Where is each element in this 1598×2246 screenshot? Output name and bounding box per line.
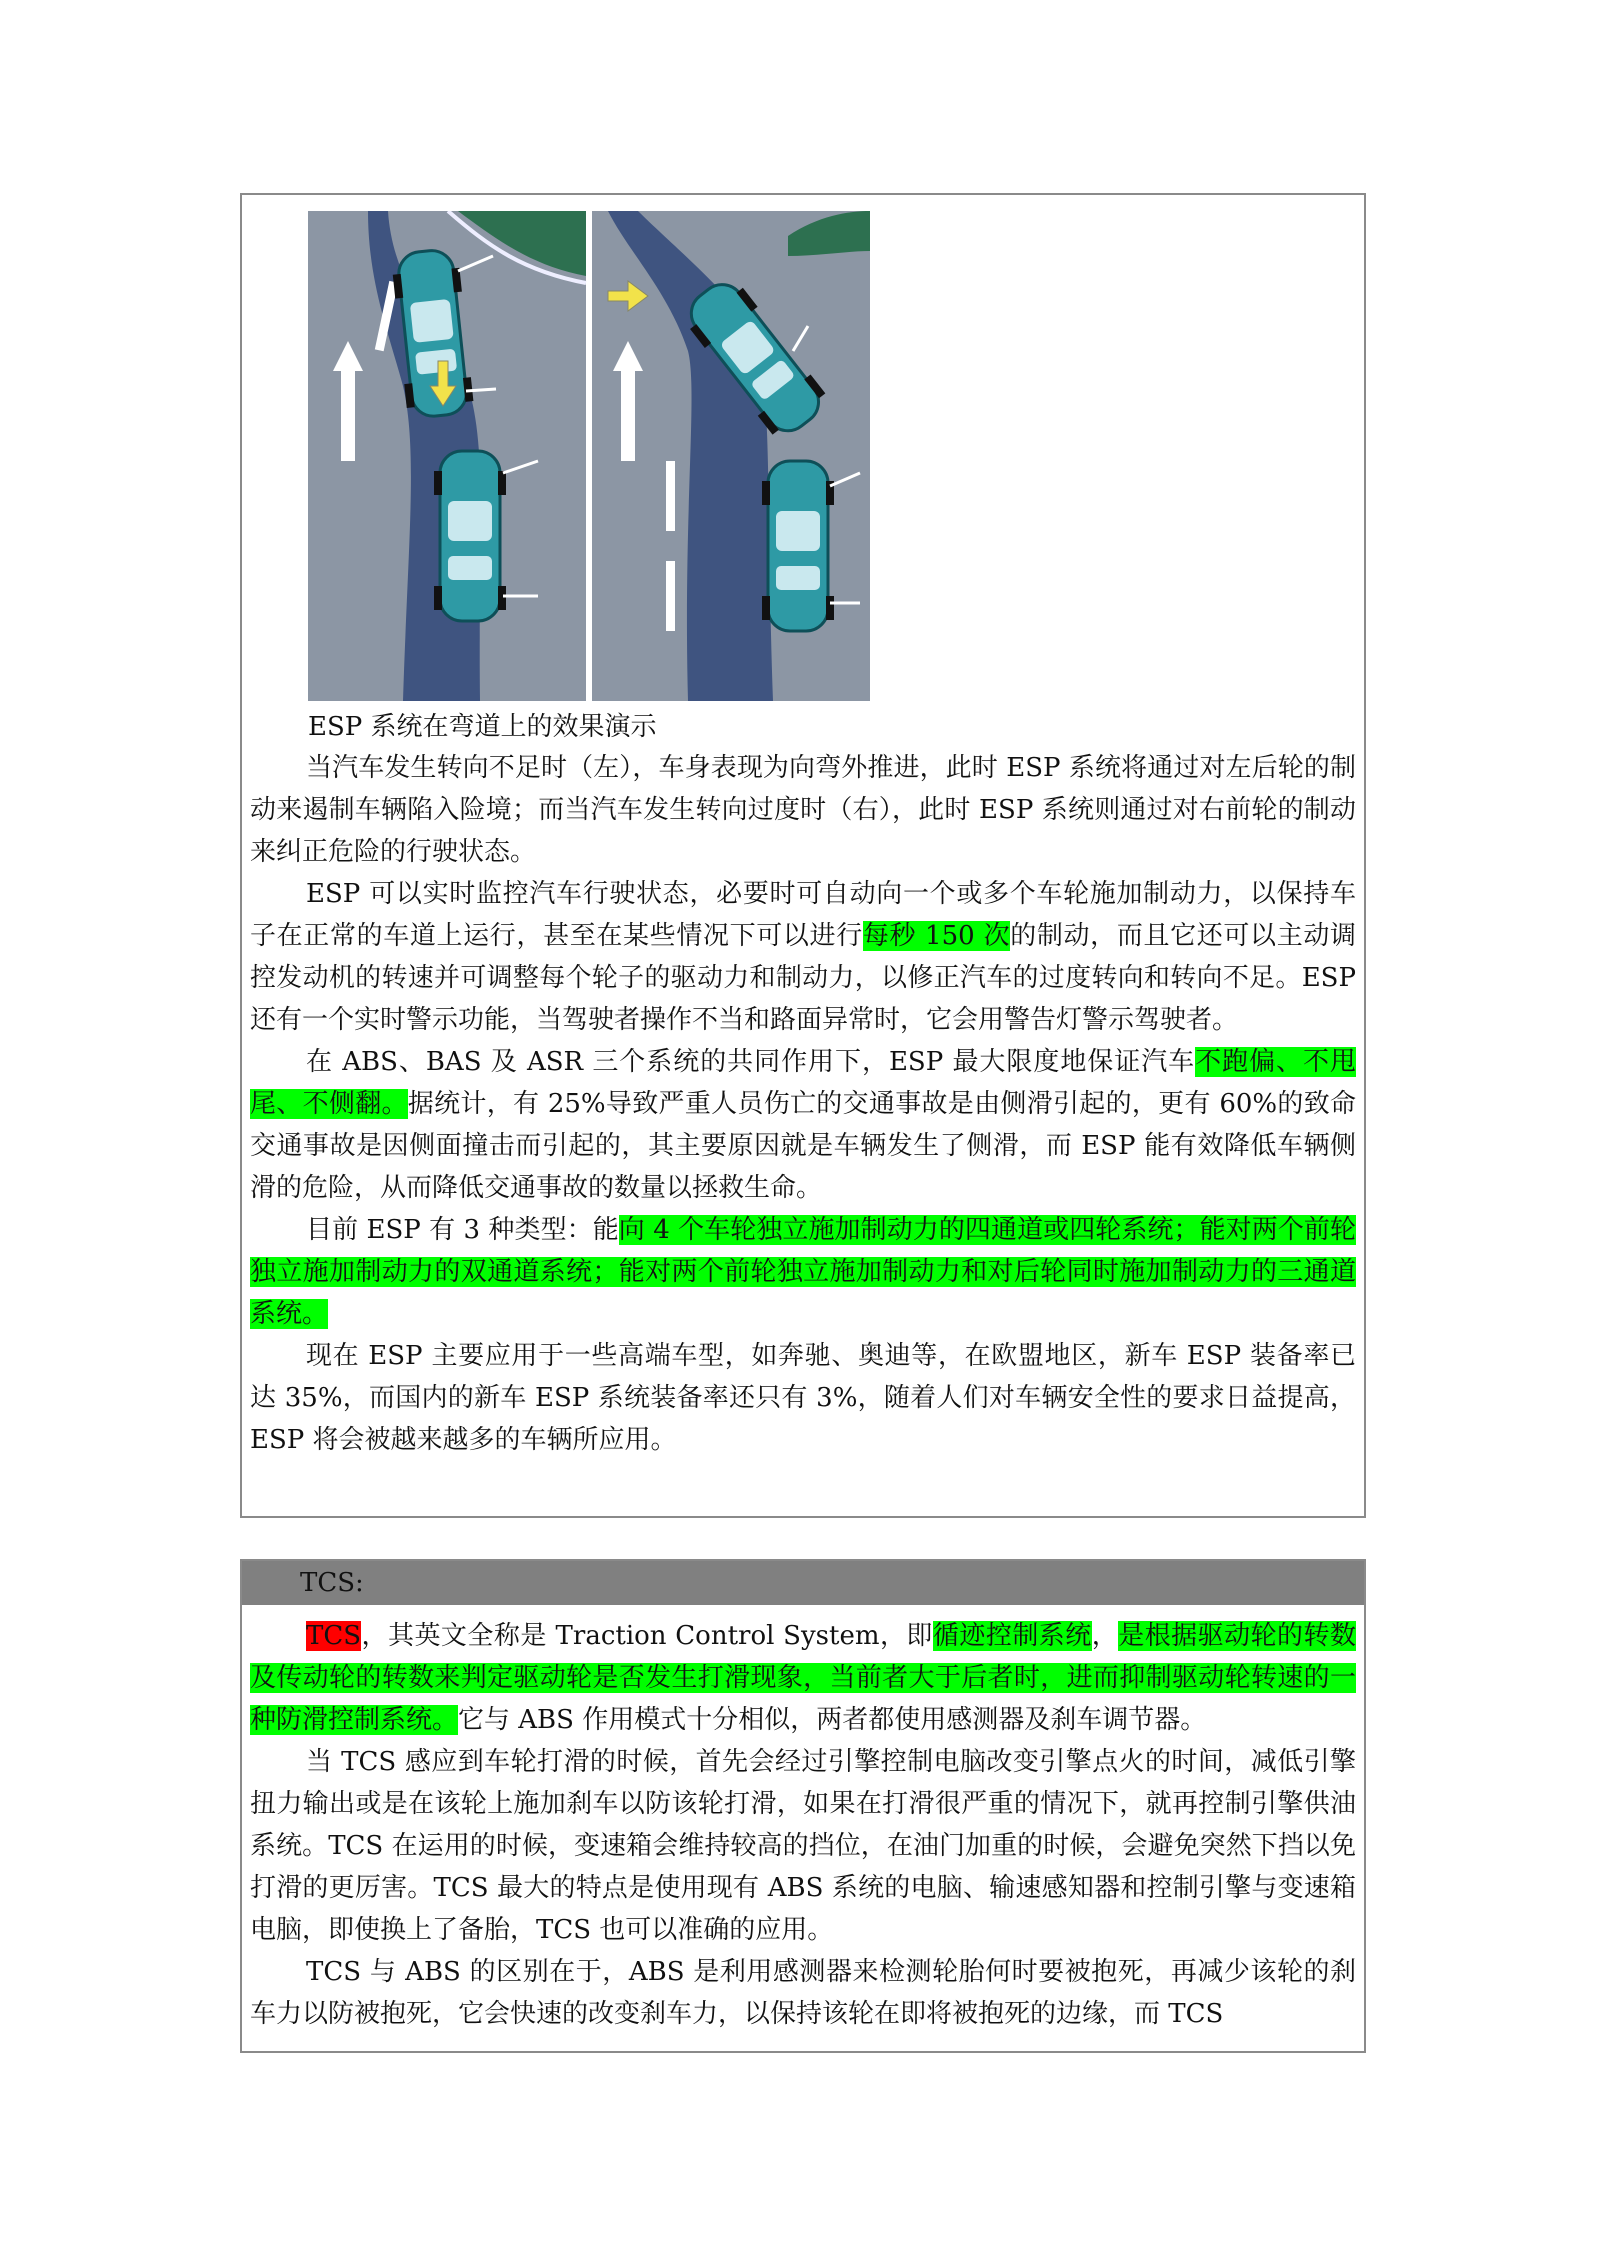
tcs-body [250,1615,1356,2035]
esp-paragraph-2: ESP 可以实时监控汽车行驶状态，必要时可自动向一个或多个车轮施加制动力，以保持车子在正常的车道上运行，甚至在某些情况下可以进行每秒 150 次的制动，而且它还可以主动调控发动机的转速并可调整每个轮子的驱动力和制动力，以修正汽车的过度转向和转向不足。ESP 还有一个实时警示功能，当驾驶者操作不当和路面异常时，它会用警告灯警示驾驶者。 [250,879,1356,1035]
figure-caption: ESP 系统在弯道上的效果演示 [308,712,657,742]
tcs-section-header: TCS: [242,1561,1364,1605]
highlight: 循迹控制系统 [932,1621,1092,1651]
tcs-paragraph-1: TCS，其英文全称是 Traction Control System，即循迹控制系统，是根据驱动轮的转数及传动轮的转数来判定驱动轮是否发生打滑现象，当前者大于后者时，进而抑制驱动轮转速的一种防滑控制系统。它与 ABS 作用模式十分相似，两者都使用感测器及刹车调节器。 [250,1621,1356,1735]
esp-body [250,747,1356,1461]
tcs-section-box [240,1559,1366,2053]
highlight-red: TCS [306,1621,362,1651]
highlight: 是根据驱动轮的转数及传动轮的转数来判定驱动轮是否发生打滑现象，当前者大于后者时，进而抑制驱动轮转速的一种防滑控制系统。 [250,1621,1356,1735]
esp-paragraph-3: 在 ABS、BAS 及 ASR 三个系统的共同作用下，ESP 最大限度地保证汽车不跑偏、不甩尾、不侧翻。据统计，有 25%导致严重人员伤亡的交通事故是由侧滑引起的，更有 60%的致命交通事故是因侧面撞击而引起的，其主要原因就是车辆发生了侧滑，而 ESP 能有效降低车辆侧滑的危险，从而降低交通事故的数量以拯救生命。 [250,1047,1356,1203]
highlight: 不跑偏、不甩尾、不侧翻。 [250,1047,1356,1119]
esp-paragraph-1: 当汽车发生转向不足时（左），车身表现为向弯外推进，此时 ESP 系统将通过对左后轮的制动来遏制车辆陷入险境；而当汽车发生转向过度时（右），此时 ESP 系统则通过对右前轮的制动来纠正危险的行驶状态。 [250,753,1356,867]
highlight: 向 4 个车轮独立施加制动力的四通道或四轮系统；能对两个前轮独立施加制动力的双通道系统；能对两个前轮独立施加制动力和对后轮同时施加制动力的三通道系统。 [250,1215,1356,1329]
esp-curve-illustration [308,211,870,701]
highlight: 每秒 150 次 [862,921,1011,951]
tcs-paragraph-2: 当 TCS 感应到车轮打滑的时候，首先会经过引擎控制电脑改变引擎点火的时间，减低引擎扭力输出或是在该轮上施加刹车以防该轮打滑，如果在打滑很严重的情况下，就再控制引擎供油系统。TCS 在运用的时候，变速箱会维持较高的挡位，在油门加重的时候，会避免突然下挡以免打滑的更厉害。TCS 最大的特点是使用现有 ABS 系统的电脑、输速感知器和控制引擎与变速箱电脑，即使换上了备胎，TCS 也可以准确的应用。 [250,1747,1356,1945]
esp-paragraph-4: 目前 ESP 有 3 种类型：能向 4 个车轮独立施加制动力的四通道或四轮系统；能对两个前轮独立施加制动力的双通道系统；能对两个前轮独立施加制动力和对后轮同时施加制动力的三通道系统。 [250,1215,1356,1329]
tcs-paragraph-3: TCS 与 ABS 的区别在于，ABS 是利用感测器来检测轮胎何时要被抱死，再减少该轮的刹车力以防被抱死，它会快速的改变刹车力，以保持该轮在即将被抱死的边缘，而 TCS [250,1957,1356,2029]
esp-section-box [240,193,1366,1518]
esp-paragraph-5: 现在 ESP 主要应用于一些高端车型，如奔驰、奥迪等，在欧盟地区，新车 ESP 装备率已达 35%，而国内的新车 ESP 系统装备率还只有 3%，随着人们对车辆安全性的要求日益提高，ESP 将会被越来越多的车辆所应用。 [250,1341,1356,1455]
